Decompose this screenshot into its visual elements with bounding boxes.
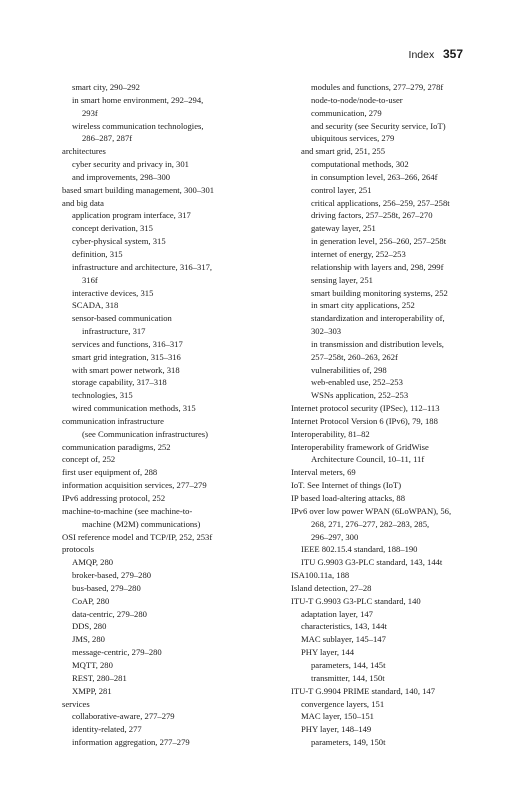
index-entry: sensing layer, 251 xyxy=(311,274,373,285)
index-entry: and smart grid, 251, 255 xyxy=(301,146,386,157)
index-entry: node-to-node/node-to-user xyxy=(311,94,403,105)
index-entry: architectures xyxy=(62,146,106,157)
page-number: 357 xyxy=(442,47,463,61)
index-entry: IPv6 over low power WPAN (6LoWPAN), 56, xyxy=(291,505,452,516)
index-entry: MAC layer, 150–151 xyxy=(301,711,374,722)
index-entry: driving factors, 257–258t, 267–270 xyxy=(311,210,433,221)
index-entry: based smart building management, 300–301 xyxy=(62,184,215,195)
index-entry: control layer, 251 xyxy=(311,184,372,195)
index-entry: identity-related, 277 xyxy=(72,724,142,735)
index-entry: collaborative-aware, 277–279 xyxy=(72,711,175,722)
index-entry-continuation: 268, 271, 276–277, 282–283, 285, xyxy=(311,518,430,529)
index-entry: parameters, 144, 145t xyxy=(311,659,386,670)
index-entry: ITU-T G.9904 PRIME standard, 140, 147 xyxy=(291,685,436,696)
index-entry: broker-based, 279–280 xyxy=(72,570,152,581)
index-entry: in transmission and distribution levels, xyxy=(311,338,444,349)
index-entry: ITU-T G.9903 G3-PLC standard, 140 xyxy=(291,595,421,606)
header-label: Index xyxy=(408,49,435,61)
index-entry-continuation: Architecture Council, 10–11, 11f xyxy=(311,454,425,465)
index-entry: WSNs application, 252–253 xyxy=(311,390,409,401)
index-entry: standardization and interoperability of, xyxy=(311,313,445,324)
index-entry: SCADA, 318 xyxy=(72,300,119,311)
index-entry: critical applications, 256–259, 257–258t xyxy=(311,197,450,208)
index-entry: modules and functions, 277–279, 278f xyxy=(311,82,444,92)
index-entry: application program interface, 317 xyxy=(72,210,191,221)
index-entry: protocols xyxy=(62,544,94,555)
index-entry: technologies, 315 xyxy=(72,390,133,401)
index-column-right xyxy=(276,81,486,749)
index-entry: communication infrastructure xyxy=(62,415,164,426)
index-entry: adaptation layer, 147 xyxy=(301,608,373,619)
index-entry: PHY layer, 148–149 xyxy=(301,724,372,735)
index-entry: smart building monitoring systems, 252 xyxy=(311,287,448,298)
index-entry: web-enabled use, 252–253 xyxy=(311,377,403,388)
index-entry: concept of, 252 xyxy=(62,454,116,465)
index-entry: services xyxy=(62,698,90,709)
index-entry: concept derivation, 315 xyxy=(72,223,153,234)
index-entry-continuation: 296–297, 300 xyxy=(311,531,359,542)
index-entry: internet of energy, 252–253 xyxy=(311,248,406,259)
index-entry: bus-based, 279–280 xyxy=(72,582,141,593)
index-entry: characteristics, 143, 144t xyxy=(301,621,387,632)
index-entry-continuation: infrastructure, 317 xyxy=(82,326,146,337)
index-entry: transmitter, 144, 150t xyxy=(311,672,385,683)
index-entry: DDS, 280 xyxy=(72,621,107,632)
index-entry: interactive devices, 315 xyxy=(72,287,154,298)
index-entry: in generation level, 256–260, 257–258t xyxy=(311,236,447,247)
index-entry: CoAP, 280 xyxy=(72,595,110,606)
index-entry: relationship with layers and, 298, 299f xyxy=(311,261,444,272)
index-entry: Island detection, 27–28 xyxy=(291,582,372,593)
index-entry: Interoperability framework of GridWise xyxy=(291,441,429,452)
index-entry: data-centric, 279–280 xyxy=(72,608,147,619)
index-entry: infrastructure and architecture, 316–317, xyxy=(72,261,213,272)
index-entry-continuation: communication, 279 xyxy=(311,107,382,118)
index-entry: AMQP, 280 xyxy=(72,557,114,568)
index-entry: vulnerabilities of, 298 xyxy=(311,364,387,375)
index-entry: machine-to-machine (see machine-to- xyxy=(62,505,193,516)
index-entry: first user equipment of, 288 xyxy=(62,467,158,478)
index-entry-continuation: 293f xyxy=(82,107,98,118)
index-entry: services and functions, 316–317 xyxy=(72,338,183,349)
index-entry: REST, 280–281 xyxy=(72,672,127,683)
index-entry: information aggregation, 277–279 xyxy=(72,737,190,748)
index-entry: cyber security and privacy in, 301 xyxy=(72,159,189,170)
index-entry: PHY layer, 144 xyxy=(301,647,355,658)
index-entry: ITU G.9903 G3-PLC standard, 143, 144t xyxy=(301,557,443,568)
index-entry: message-centric, 279–280 xyxy=(72,647,162,658)
index-entry: Internet protocol security (IPSec), 112–113 xyxy=(291,403,440,414)
index-entry: wired communication methods, 315 xyxy=(72,403,196,414)
index-entry: Interoperability, 81–82 xyxy=(291,428,370,439)
index-entry: XMPP, 281 xyxy=(72,685,112,696)
index-entry: computational methods, 302 xyxy=(311,159,409,170)
index-entry-continuation: 302–303 xyxy=(311,326,342,337)
index-entry: IP based load-altering attacks, 88 xyxy=(291,493,405,503)
index-entry: IEEE 802.15.4 standard, 188–190 xyxy=(301,544,418,555)
index-entry-continuation: 316f xyxy=(82,274,98,285)
index-entry: storage capability, 317–318 xyxy=(72,377,167,388)
index-entry: cyber-physical system, 315 xyxy=(72,236,166,247)
index-entry: IoT. See Internet of things (IoT) xyxy=(291,480,402,491)
index-entry: and security (see Security service, IoT) xyxy=(311,120,446,131)
index-entry: convergence layers, 151 xyxy=(301,698,385,709)
index-entry: Internet Protocol Version 6 (IPv6), 79, 188 xyxy=(291,415,438,426)
index-entry-continuation: 286–287, 287f xyxy=(82,133,133,144)
index-entry: Interval meters, 69 xyxy=(291,467,356,478)
index-entry: MAC sublayer, 145–147 xyxy=(301,634,386,645)
index-entry: and improvements, 298–300 xyxy=(72,171,171,182)
index-entry: sensor-based communication xyxy=(72,313,172,324)
index-entry: smart grid integration, 315–316 xyxy=(72,351,181,362)
index-entry: JMS, 280 xyxy=(72,634,105,645)
index-entry-continuation: (see Communication infrastructures) xyxy=(82,428,209,439)
index-entry: communication paradigms, 252 xyxy=(62,441,171,452)
index-entry: ubiquitous services, 279 xyxy=(311,133,395,144)
index-entry: MQTT, 280 xyxy=(72,659,113,670)
index-entry: in smart city applications, 252 xyxy=(311,300,415,311)
index-entry: definition, 315 xyxy=(72,248,123,259)
index-entry: wireless communication technologies, xyxy=(72,120,204,131)
index-entry-continuation: machine (M2M) communications) xyxy=(82,518,201,529)
index-entry: smart city, 290–292 xyxy=(72,82,140,92)
running-header xyxy=(409,47,463,62)
index-entry: OSI reference model and TCP/IP, 252, 253f xyxy=(62,531,213,542)
index-entry: IPv6 addressing protocol, 252 xyxy=(62,493,166,503)
index-entry: and big data xyxy=(62,197,104,208)
index-entry: in smart home environment, 292–294, xyxy=(72,94,204,105)
index-entry: in consumption level, 263–266, 264f xyxy=(311,171,438,182)
index-entry: information acquisition services, 277–279 xyxy=(62,480,207,491)
index-entry: gateway layer, 251 xyxy=(311,223,376,234)
index-column-left xyxy=(62,81,268,749)
index-entry-continuation: 257–258t, 260–263, 262f xyxy=(311,351,398,362)
index-entry: with smart power network, 318 xyxy=(72,364,180,375)
index-entry: parameters, 149, 150t xyxy=(311,737,386,748)
index-entry: ISA100.11a, 188 xyxy=(291,570,350,581)
